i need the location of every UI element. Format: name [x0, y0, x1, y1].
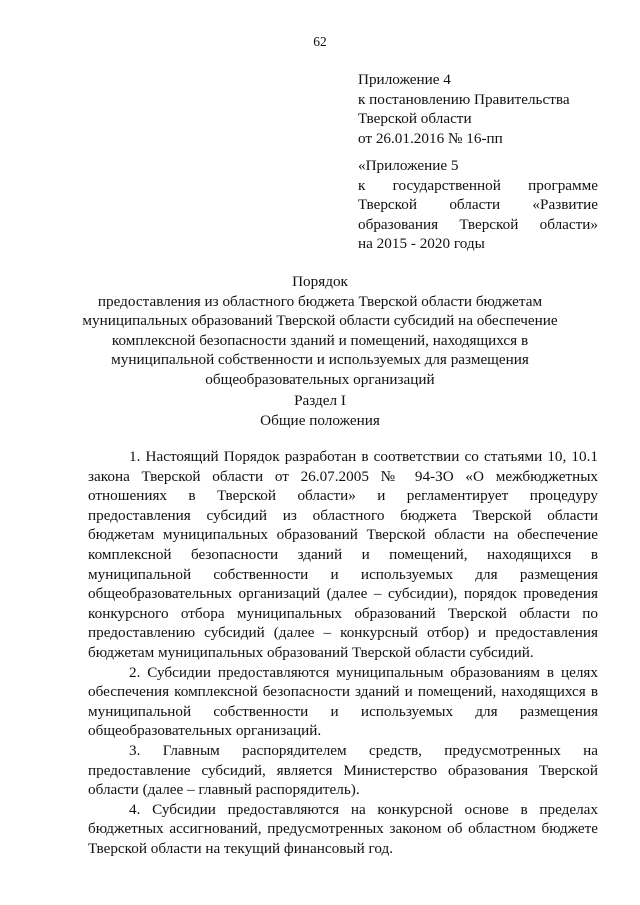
body-line: конкурсного отбора муниципальных образований Тверской области по	[88, 604, 598, 622]
section-heading	[80, 391, 560, 430]
annex-inner-line: на 2015 - 2020 годы	[358, 235, 485, 253]
body-line: обеспечения комплексной безопасности зданий и помещений, находящихся в	[88, 683, 598, 701]
section-label: Раздел I	[294, 392, 346, 409]
annex-inner-line: к государственной программе	[358, 176, 598, 194]
section-title: Общие положения	[260, 411, 380, 429]
title-line: общеобразовательных организаций	[205, 370, 435, 388]
body-line: 4. Субсидии предоставляются на конкурсной основе в пределах	[129, 800, 598, 818]
page-number: 62	[313, 34, 327, 49]
title-line: Порядок	[292, 273, 348, 290]
body-line: отношениях в Тверской области» и регламентирует процедуру	[88, 487, 598, 505]
body-text	[88, 447, 598, 858]
document-title	[80, 272, 560, 390]
title-line: предоставления из областного бюджета Тверской области бюджетам	[97, 292, 543, 310]
body-line: комплексной безопасности зданий и помещений, находящихся в	[88, 545, 598, 563]
annex-line: к постановлению Правительства	[358, 90, 570, 108]
title-line: муниципальных образований Тверской области субсидий на обеспечение	[82, 312, 558, 330]
body-line: предоставление субсидий, является Министерство образования Тверской	[88, 761, 598, 779]
annex-inner-title: «Приложение 5	[358, 157, 459, 174]
body-line: области (далее – главный распорядитель).	[88, 781, 360, 799]
body-line: 2. Субсидии предоставляются муниципальным образованиям в целях	[129, 663, 598, 681]
title-line: муниципальной собственности и используемых для размещения	[111, 351, 529, 369]
body-line: 3. Главным распорядителем средств, предусмотренных на	[129, 741, 598, 759]
annex-inner-line: образования Тверской области»	[358, 215, 598, 233]
annex-title: Приложение 4	[358, 71, 451, 88]
body-line: бюджетных ассигнований, предусмотренных законом об областном бюджете	[88, 820, 598, 838]
annex-inner-line: Тверской области «Развитие	[358, 196, 598, 214]
body-line: бюджетам муниципальных образований Тверской области субсидий.	[88, 643, 534, 661]
title-line: комплексной безопасности зданий и помещений, находящихся в	[111, 331, 529, 349]
body-line: муниципальной собственности и используемых для размещения	[88, 565, 598, 583]
annex-header	[358, 70, 601, 148]
body-line: муниципальной собственности и используемых для размещения	[88, 702, 598, 720]
body-line: Тверской области на текущий финансовый год.	[88, 839, 394, 857]
body-line: предоставлению субсидий (далее – конкурсный отбор) и предоставления	[88, 624, 598, 642]
body-line: предоставления субсидий из областного бюджета Тверской области	[88, 506, 598, 524]
body-line: закона Тверской области от 26.07.2005 № 94-ЗО «О межбюджетных	[88, 467, 598, 485]
annex-line: от 26.01.2016 № 16-пп	[358, 129, 503, 147]
body-line: бюджетам муниципальных образований Тверской области на обеспечение	[88, 526, 598, 544]
annex-line: Тверской области	[358, 110, 472, 128]
body-line: общеобразовательных организаций.	[88, 722, 322, 740]
body-line: 1. Настоящий Порядок разработан в соответствии со статьями 10, 10.1	[129, 448, 598, 465]
annex-inner-header	[358, 156, 598, 254]
body-line: общеобразовательных организаций (далее – субсидии), порядок проведения	[88, 585, 598, 603]
